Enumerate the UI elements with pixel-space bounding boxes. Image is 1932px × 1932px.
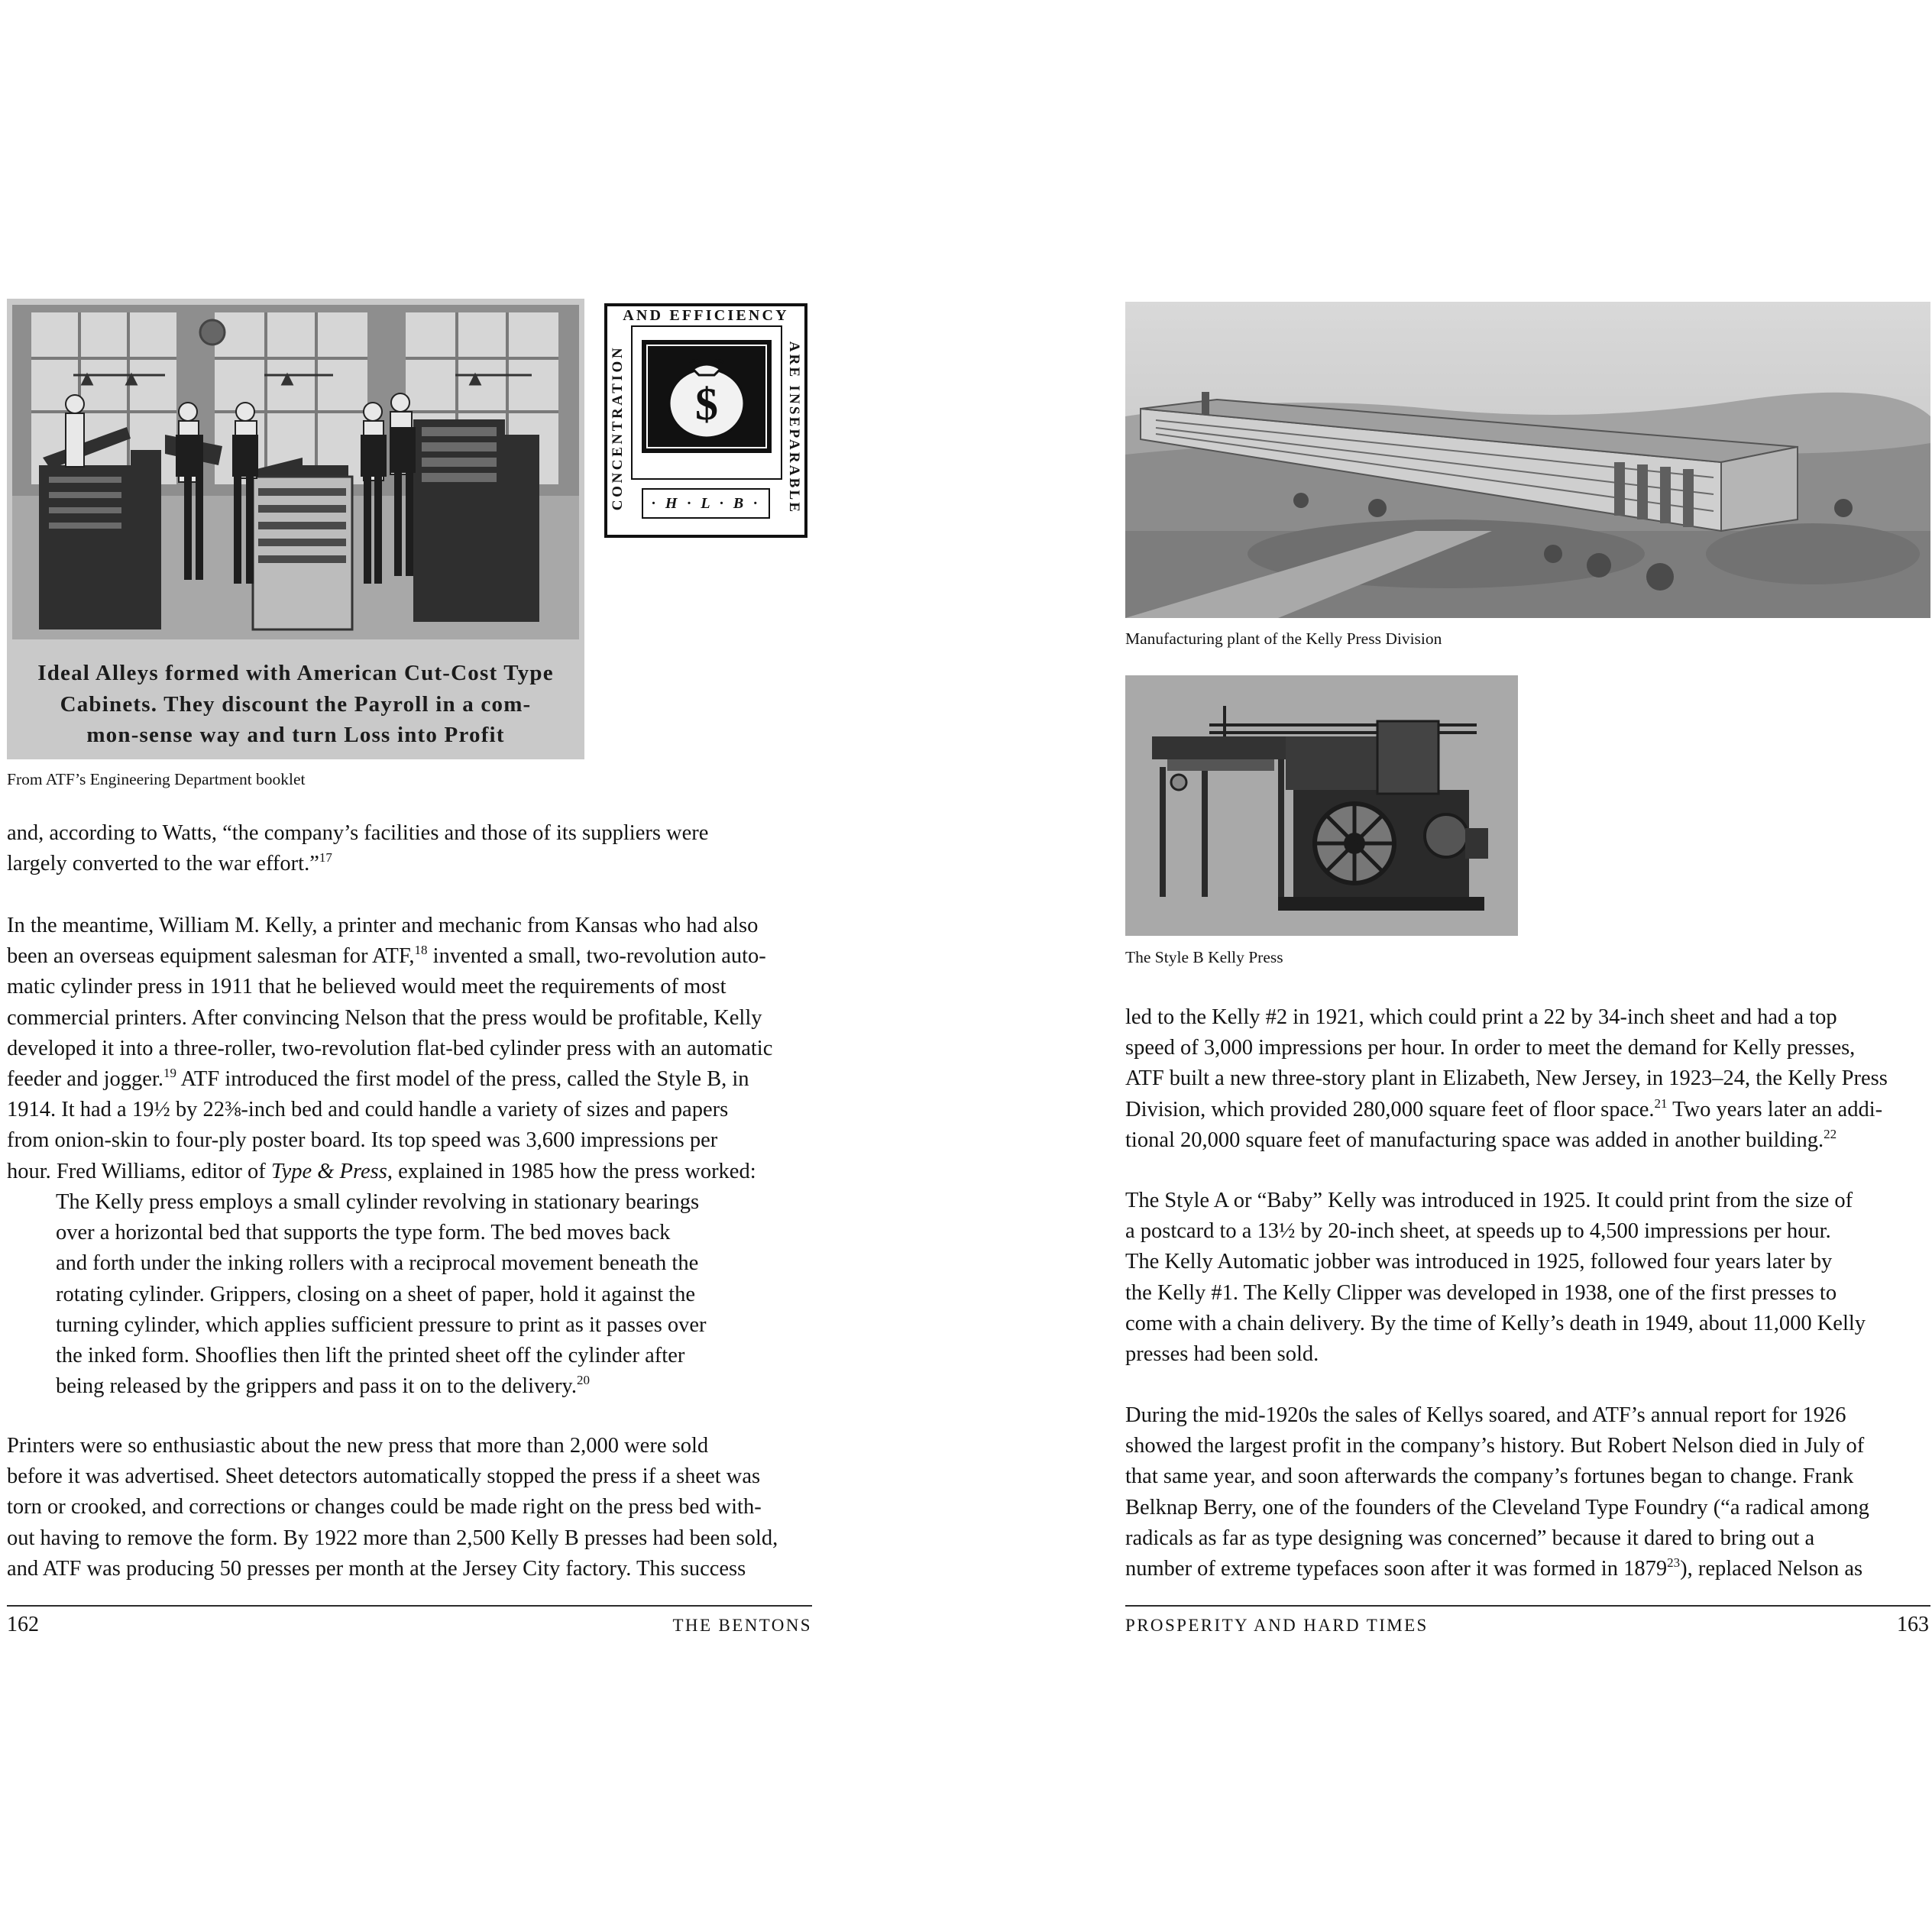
text-line: 1914. It had a 19½ by 22⅜-inch bed and could handle a variety of sizes and papers: [7, 1098, 729, 1122]
text-line: tional 20,000 square feet of manufacturing space was added in another building.$^{22}$: [1125, 1126, 1837, 1152]
seal-left-text: CONCENTRATION: [610, 345, 626, 511]
ad-caption-line: Cabinets. They discount the Payroll in a com-: [60, 691, 532, 717]
text-line: showed the largest profit in the company’s history. But Robert Nelson died in July of: [1125, 1434, 1865, 1458]
dollar-sign-icon: $: [695, 379, 718, 429]
text-line: speed of 3,000 impressions per hour. In order to meet the demand for Kelly presses,: [1125, 1036, 1856, 1060]
ad-caption-line: Ideal Alleys formed with American Cut-Cost Type: [37, 661, 554, 685]
text-line: Division, which provided 280,000 square feet of floor space.$^{21}$ Two years later an addi-: [1125, 1095, 1883, 1121]
text-line: a postcard to a 13½ by 20-inch sheet, at speeds up to 4,500 impressions per hour.: [1125, 1219, 1831, 1244]
text-line: the Kelly #1. The Kelly Clipper was developed in 1938, one of the first presses to: [1125, 1280, 1837, 1305]
running-head: PROSPERITY AND HARD TIMES: [1125, 1616, 1429, 1635]
text-line: from onion-skin to four-ply poster board. Its top speed was 3,600 impressions per: [7, 1128, 718, 1153]
seal-initials: · H · L · B ·: [651, 495, 761, 512]
text-line: the inked form. Shooflies then lift the printed sheet off the cylinder after: [56, 1344, 685, 1368]
text-line: turning cylinder, which applies sufficient pressure to print as it passes over: [56, 1312, 707, 1337]
publication-title: Type & Press: [270, 1159, 387, 1183]
text-line: Printers were so enthusiastic about the new press that more than 2,000 were sold: [7, 1434, 709, 1458]
text-line: ATF built a new three-story plant in Elizabeth, New Jersey, in 1923–24, the Kelly Press: [1125, 1066, 1888, 1091]
paragraph: [1125, 1186, 1866, 1370]
text-line: that same year, and soon afterwards the company’s fortunes began to change. Frank: [1125, 1464, 1854, 1489]
ad-caption: [7, 658, 584, 751]
seal-top-text: AND EFFICIENCY: [623, 307, 789, 324]
page-number: 162: [7, 1613, 39, 1636]
text-line: presses had been sold.: [1125, 1342, 1319, 1367]
seal-right-text: ARE INSEPARABLE: [786, 341, 802, 515]
text-line: led to the Kelly #2 in 1921, which could print a 22 by 34-inch sheet and had a top: [1125, 1005, 1837, 1029]
text-line: The Style A or “Baby” Kelly was introduced in 1925. It could print from the size of: [1125, 1189, 1853, 1212]
text-line: hour. Fred Williams, editor of Type & Press, explained in 1985 how the press worked:: [7, 1159, 756, 1183]
text-line: developed it into a three-roller, two-revolution flat-bed cylinder press with an automatic: [7, 1036, 773, 1060]
text-line: and, according to Watts, “the company’s facilities and those of its suppliers were: [7, 821, 709, 845]
text-line: rotating cylinder. Grippers, closing on a sheet of paper, hold it against the: [56, 1282, 696, 1306]
concentration-seal: [604, 303, 807, 538]
text-line: In the meantime, William M. Kelly, a printer and mechanic from Kansas who had also: [7, 914, 759, 937]
figure-caption: The Style B Kelly Press: [1125, 948, 1283, 966]
footer-rule: [7, 1605, 812, 1607]
footnote-ref: 21: [1654, 1095, 1668, 1111]
footnote-ref: 19: [163, 1066, 176, 1081]
text-line: Belknap Berry, one of the founders of the Cleveland Type Foundry (“a radical among: [1125, 1495, 1869, 1519]
page-number: 163: [1897, 1613, 1929, 1636]
kelly-press-photo: [1125, 675, 1518, 936]
text-line: come with a chain delivery. By the time of Kelly’s death in 1949, about 11,000 Kelly: [1125, 1311, 1866, 1335]
paragraph: [7, 818, 708, 879]
text-line: and forth under the inking rollers with a reciprocal movement beneath the: [56, 1251, 699, 1276]
text-line: matic cylinder press in 1911 that he believed would meet the requirements of most: [7, 975, 727, 999]
footnote-ref: 23: [1667, 1555, 1681, 1571]
paragraph: [7, 1431, 778, 1584]
paragraph: [1125, 1400, 1869, 1584]
plant-illustration: [1125, 302, 1930, 618]
text-line: The Kelly Automatic jobber was introduced in 1925, followed four years later by: [1125, 1250, 1833, 1274]
ad-caption-line: mon-sense way and turn Loss into Profit: [86, 723, 505, 747]
text-line: During the mid-1920s the sales of Kellys soared, and ATF’s annual report for 1926: [1125, 1403, 1846, 1427]
figure-caption: From ATF’s Engineering Department booklet: [7, 770, 306, 788]
footer-rule: [1125, 1605, 1930, 1607]
footnote-ref: 20: [576, 1373, 590, 1388]
text-line: number of extreme typefaces soon after it was formed in 1879$^{23}$), replaced Nelson as: [1125, 1555, 1863, 1581]
ad-figure: [7, 299, 584, 759]
text-line: before it was advertised. Sheet detectors automatically stopped the press if a sheet was: [7, 1464, 761, 1489]
paragraph: [7, 911, 772, 1187]
running-head: THE BENTONS: [672, 1616, 812, 1635]
text-line: largely converted to the war effort.”$^{17}$: [7, 850, 332, 876]
footnote-ref: 22: [1824, 1126, 1837, 1141]
footnote-ref: 17: [319, 850, 332, 866]
text-line: out having to remove the form. By 1922 more than 2,500 Kelly B presses had been sold,: [7, 1526, 778, 1550]
paragraph: [1125, 1002, 1888, 1156]
text-line: been an overseas equipment salesman for ATF,$^{18}$ invented a small, two-revolution auto-: [7, 943, 766, 969]
block-quote: [56, 1187, 707, 1402]
text-line: feeder and jogger.$^{19}$ ATF introduced the first model of the press, called the Style B, in: [7, 1066, 749, 1092]
text-line: radicals as far as type designing was concerned” because it dared to bring out a: [1125, 1526, 1815, 1550]
text-line: over a horizontal bed that supports the type form. The bed moves back: [56, 1221, 671, 1245]
text-line: and ATF was producing 50 presses per month at the Jersey City factory. This success: [7, 1556, 746, 1581]
text-line: The Kelly press employs a small cylinder revolving in stationary bearings: [56, 1190, 700, 1214]
text-line: torn or crooked, and corrections or changes could be made right on the press bed with-: [7, 1495, 762, 1519]
ad-photo-type-cabinets: [12, 305, 579, 639]
footnote-ref: 18: [414, 943, 428, 958]
text-line: being released by the grippers and pass it on to the delivery.$^{20}$: [56, 1373, 590, 1399]
text-line: commercial printers. After convincing Nelson that the press would be profitable, Kelly: [7, 1005, 762, 1030]
figure-caption: Manufacturing plant of the Kelly Press Division: [1125, 629, 1442, 648]
